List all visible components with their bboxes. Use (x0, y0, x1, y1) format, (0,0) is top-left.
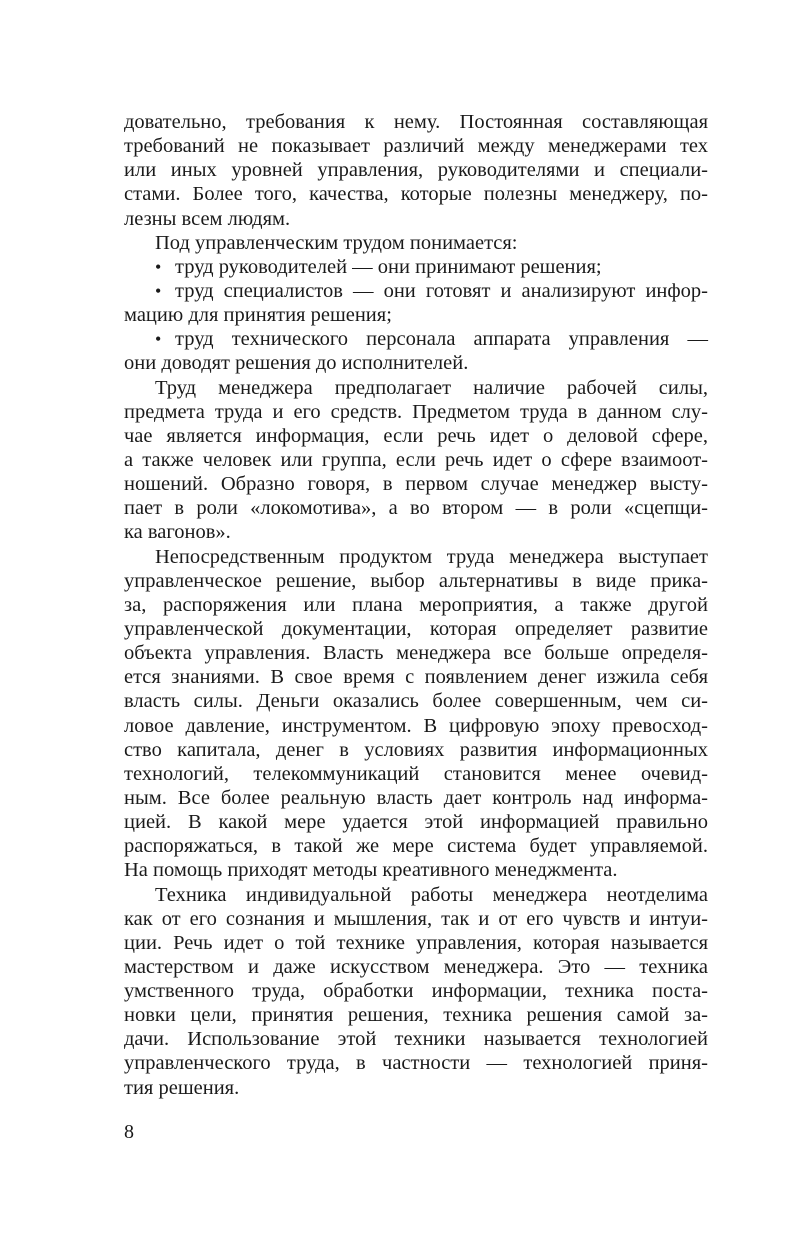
paragraph (124, 231, 708, 255)
text-line: тия решения. (124, 1076, 240, 1099)
text-line: а также человек или группа, если речь идет о сфере взаимоот- (124, 448, 708, 471)
text-line: мацию для принятия решения; (124, 304, 392, 327)
paragraph (124, 545, 708, 883)
page-number: 8 (124, 1121, 134, 1143)
text-line: ловое давление, инструментом. В цифровую эпоху превосход- (124, 714, 708, 737)
text-line: пает в роли «локомотива», а во втором — в роли «сцепщи- (124, 497, 708, 520)
text-line: На помощь приходят методы креативного менеджмента. (124, 859, 618, 882)
text-line: предмета труда и его средств. Предметом труда в данном слу- (124, 400, 708, 423)
text-line: Непосредственным продуктом труда менеджера выступает (155, 545, 708, 568)
text-line (124, 327, 708, 351)
bullet-icon: • (155, 280, 162, 301)
bullet-text: труд специалистов — они готовят и анализируют инфор- (175, 279, 708, 302)
text-line: как от его сознания и мышления, так и от его чувств и интуи- (124, 907, 708, 930)
text-line: ным. Все более реальную власть дает контроль над информа- (124, 786, 708, 809)
text-line: ношений. Образно говоря, в первом случае менеджер высту- (124, 473, 708, 496)
text-line: Под управленческим трудом понимается: (155, 231, 518, 254)
paragraph (124, 110, 708, 231)
text-line: дачи. Использование этой техники называется технологией (124, 1028, 708, 1051)
text-line: умственного труда, обработки информации, техника поста- (124, 980, 708, 1003)
paragraph (124, 376, 708, 545)
text-line: за, распоряжения или плана мероприятия, а также другой (124, 593, 708, 616)
text-line: объекта управления. Власть менеджера все больше определя- (124, 642, 708, 665)
text-line: Труд менеджера предполагает наличие рабочей силы, (155, 376, 708, 399)
text-line: ется знаниями. В свое время с появлением денег изжила себя (124, 666, 708, 689)
bullet-item (124, 327, 708, 375)
text-line: ка вагонов». (124, 521, 231, 544)
text-line: или иных уровней управления, руководителями и специали- (124, 159, 708, 182)
text-line: Техника индивидуальной работы менеджера неотделима (155, 883, 708, 906)
book-page-text (124, 110, 708, 1100)
text-line: управленческого труда, в частности — технологией приня- (124, 1052, 708, 1075)
text-line: управленческое решение, выбор альтернативы в виде прика- (124, 569, 708, 592)
bullet-text: труд технического персонала аппарата управления — (175, 328, 708, 351)
text-line: ции. Речь идет о той технике управления, которая называется (124, 931, 708, 954)
bullet-item (124, 279, 708, 327)
paragraph (124, 883, 708, 1100)
text-line: технологий, телекоммуникаций становится менее очевид- (124, 762, 708, 785)
text-line: мастерством и даже искусством менеджера. Это — техника (124, 955, 708, 978)
text-line: чае является информация, если речь идет о деловой сфере, (124, 424, 708, 447)
text-line: цией. В какой мере удается этой информацией правильно (124, 811, 708, 834)
text-line (124, 255, 708, 279)
text-line: новки цели, принятия решения, техника решения самой за- (124, 1004, 708, 1027)
bullet-text: труд руководителей — они принимают решения; (175, 255, 602, 278)
text-line: ство капитала, денег в условиях развития информационных (124, 738, 708, 761)
text-line: они доводят решения до исполнителей. (124, 352, 469, 375)
text-line: распоряжаться, в такой же мере система будет управляемой. (124, 835, 708, 858)
text-line: управленческой документации, которая определяет развитие (124, 617, 708, 640)
bullet-icon: • (155, 256, 162, 277)
bullet-item (124, 255, 708, 279)
text-line: лезны всем людям. (124, 207, 291, 230)
text-line: власть силы. Деньги оказались более совершенным, чем си- (124, 690, 708, 713)
text-line: довательно, требования к нему. Постоянная составляющая (124, 111, 708, 133)
text-line (124, 279, 708, 303)
bullet-icon: • (155, 329, 162, 350)
text-line: стами. Более того, качества, которые полезны менеджеру, по- (124, 183, 708, 206)
text-line: требований не показывает различий между менеджерами тех (124, 135, 708, 158)
